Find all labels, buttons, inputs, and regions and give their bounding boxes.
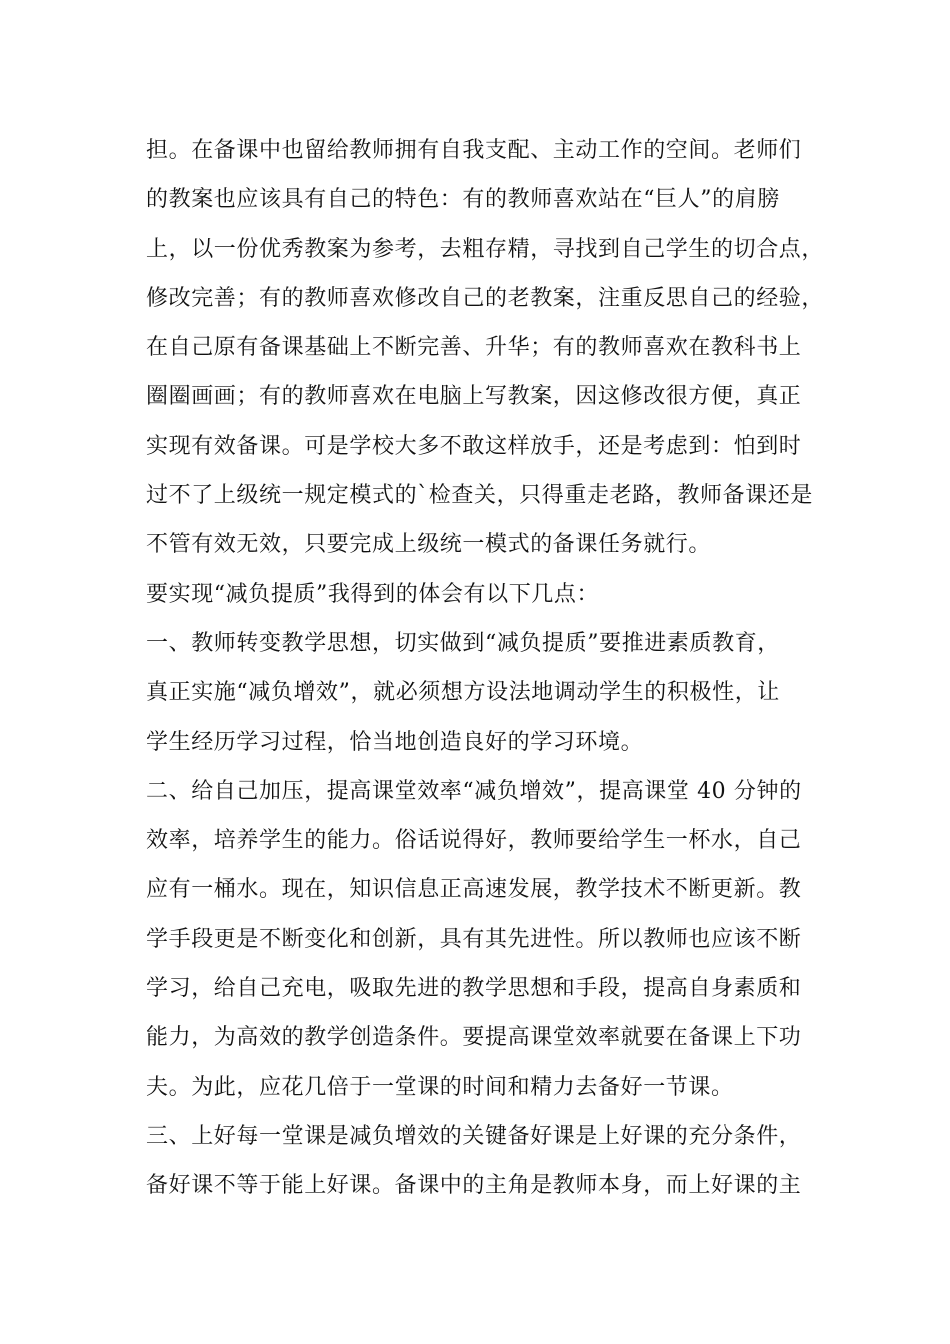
text-line: 上，以一份优秀教案为参考，去粗存精，寻找到自己学生的切合点， (146, 236, 825, 262)
point-three-line: 三、上好每一堂课是减负增效的关键备好课是上好课的充分条件， (146, 1123, 802, 1149)
text-line: 学手段更是不断变化和创新，具有其先进性。所以教师也应该不断 (146, 926, 802, 952)
text-line: 的教案也应该具有自己的特色：有的教师喜欢站在“巨人”的肩膀 (146, 187, 780, 213)
document-body (146, 126, 836, 1211)
text-line: 修改完善；有的教师喜欢修改自己的老教案，注重反思自己的经验， (146, 285, 825, 311)
text-line: 过不了上级统一规定模式的`检查关，只得重走老路，教师备课还是 (146, 483, 814, 509)
text-line: 效率，培养学生的能力。俗话说得好，教师要给学生一杯水，自己 (146, 828, 802, 854)
text-line: 应有一桶水。现在，知识信息正高速发展，教学技术不断更新。教 (146, 877, 802, 903)
text-line: 夫。为此，应花几倍于一堂课的时间和精力去备好一节课。 (146, 1074, 734, 1100)
text-line: 担。在备课中也留给教师拥有自我支配、主动工作的空间。老师们 (146, 138, 802, 163)
text-line: 学生经历学习过程，恰当地创造良好的学习环境。 (146, 729, 644, 755)
text-line: 真正实施“减负增效”，就必须想方设法地调动学生的积极性，让 (146, 680, 780, 706)
point-one-line: 一、教师转变教学思想，切实做到“减负提质”要推进素质教育， (146, 630, 780, 656)
text-line: 备好课不等于能上好课。备课中的主角是教师本身，而上好课的主 (146, 1173, 802, 1199)
text-line: 实现有效备课。可是学校大多不敢这样放手，还是考虑到：怕到时 (146, 433, 802, 459)
text-line: 学习，给自己充电，吸取先进的教学思想和手段，提高自身素质和 (146, 976, 802, 1002)
text-line: 圈圈画画；有的教师喜欢在电脑上写教案，因这修改很方便，真正 (146, 384, 802, 410)
text-line: 能力，为高效的教学创造条件。要提高课堂效率就要在备课上下功 (146, 1025, 802, 1051)
paragraph-heading: 要实现“减负提质”我得到的体会有以下几点： (146, 581, 600, 607)
point-two-line: 二、给自己加压，提高课堂效率“减负增效”，提高课堂 40 分钟的 (146, 778, 802, 804)
text-line: 不管有效无效，只要完成上级统一模式的备课任务就行。 (146, 532, 712, 558)
text-line: 在自己原有备课基础上不断完善、升华；有的教师喜欢在教科书上 (146, 335, 802, 361)
